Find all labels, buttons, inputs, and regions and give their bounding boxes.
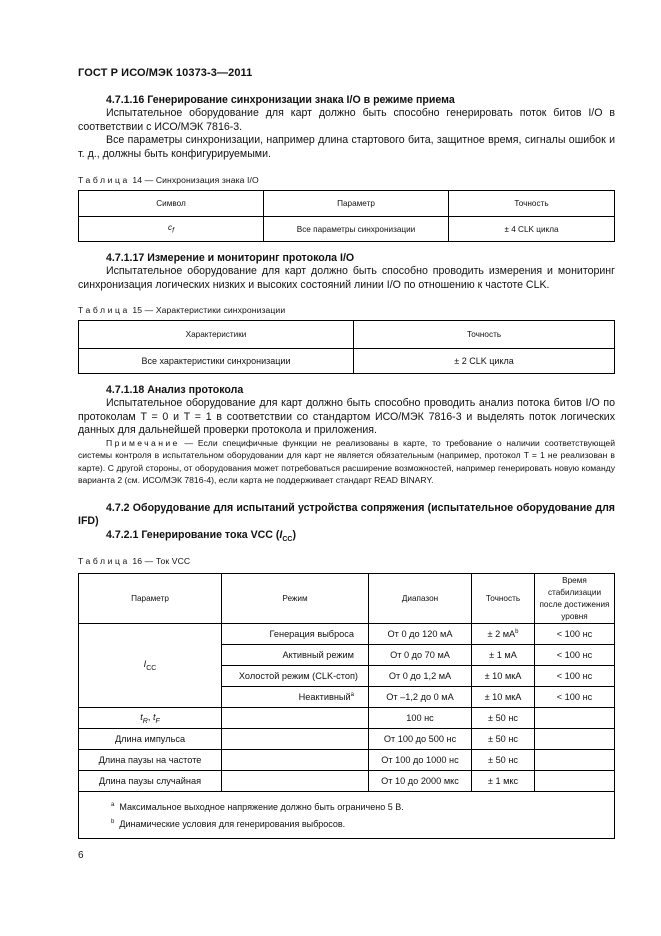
accuracy-cell: ± 10 мкА <box>472 687 535 708</box>
mode-cell: Активный режим <box>222 645 369 666</box>
table-footnotes <box>79 792 615 839</box>
section-heading: 4.7.1.17 Измерение и мониторинг протокола I/O <box>106 252 355 264</box>
time-cell <box>535 750 615 771</box>
document-header: ГОСТ Р ИСО/МЭК 10373-3—2011 <box>78 67 253 79</box>
accuracy-cell: ± 50 нс <box>472 708 535 729</box>
section-4-7-1-18 <box>78 384 615 438</box>
section-heading: 4.7.1.16 Генерирование синхронизации знака I/O в режиме приема <box>106 94 455 106</box>
range-cell: От 0 до 70 мА <box>369 645 472 666</box>
table-header-cell: Параметр <box>264 191 449 217</box>
time-cell: < 100 нс <box>535 645 615 666</box>
table-header-cell: Символ <box>79 191 264 217</box>
paragraph: Испытательное оборудование для карт должно быть способно проводить измерения и мониторинг синхронизация логических низких и высоких состояний линии I/O по отношению к частоте CLK. <box>78 265 615 291</box>
mode-cell: Холостой режим (CLK-стоп) <box>222 666 369 687</box>
table-header-cell: Точность <box>449 191 615 217</box>
accuracy-cell: ± 2 $мА^b$ <box>472 624 535 645</box>
range-cell: От 100 до 500 нс <box>369 729 472 750</box>
time-cell: < 100 нс <box>535 666 615 687</box>
param-cell: Длина импульса <box>79 729 222 750</box>
paragraph: Все параметры синхронизации, например длина стартового бита, защитное время, сигналы ошибок и т. д., должны быть конфигурируемыми. <box>78 134 615 160</box>
time-cell <box>535 729 615 750</box>
section-4-7-2 <box>78 502 615 546</box>
mode-cell: Неактивный$^a$ <box>222 687 369 708</box>
table-header-cell: Точность <box>472 574 535 624</box>
mode-cell <box>222 708 369 729</box>
table-14 <box>78 190 615 242</box>
range-cell: От 0 до 120 мА <box>369 624 472 645</box>
section-4-7-1-16 <box>78 94 615 161</box>
note-text: — Если специфичные функции не реализованы в карте, то требование о наличии соответствующей системы контроля в испытательном оборудовании для карт не является обязательным (например, протокол T = 1 не реализован в карте). С другой стороны, от оборудования может потребоваться расширение возможностей, например генерировать новую команду варианта 2 (см. ИСО/МЭК 7816-4), если карта не поддерживает стандарт READ BINARY. <box>78 438 615 486</box>
mode-cell <box>222 771 369 792</box>
tr-tf-cell: $t_R$, $t_F$ <box>79 708 222 729</box>
symbol-cell: $c_f$ <box>79 217 264 242</box>
subsection-heading: 4.7.2.1 Генерирование тока VCC $(I_{CC})$ <box>106 528 297 543</box>
table-header-cell: Точность <box>354 321 615 349</box>
accuracy-cell: ± 1 мкс <box>472 771 535 792</box>
time-cell <box>535 708 615 729</box>
table-header-cell: Характеристики <box>79 321 354 349</box>
table-cell: Все характеристики синхронизации <box>79 349 354 374</box>
table-16-caption: Таблица 16 — Ток VCC <box>78 556 191 566</box>
accuracy-cell: ± 1 мА <box>472 645 535 666</box>
param-cell: Длина паузы на частоте <box>79 750 222 771</box>
range-cell: От –1,2 до 0 мА <box>369 687 472 708</box>
paragraph: Испытательное оборудование для карт должно быть способно генерировать поток битов I/O в соответствии с ИСО/МЭК 7816-3. <box>78 107 615 133</box>
paragraph: Испытательное оборудование для карт должно быть способно проводить анализ потока битов I/O по протоколам T = 0 и T = 1 в соответствии со стандартом ИСО/МЭК 7816-3 и выделять поток логических данных для дальнейшей проверки протокола и приложения. <box>78 397 615 437</box>
mode-cell <box>222 729 369 750</box>
table-cell: ± 2 CLK цикла <box>354 349 615 374</box>
param-cell: Длина паузы случайная <box>79 771 222 792</box>
time-cell <box>535 771 615 792</box>
note-label: Примечание <box>106 438 180 448</box>
table-15-caption: Таблица 15 — Характеристики синхронизации <box>78 305 286 315</box>
page-number: 6 <box>78 850 84 861</box>
table-header-cell: Время стабилизации после достижения уровня <box>535 574 615 624</box>
section-heading: 4.7.1.18 Анализ протокола <box>106 384 244 396</box>
table-cell: Все параметры синхронизации <box>264 217 449 242</box>
table-header-cell: Параметр <box>79 574 222 624</box>
time-cell: < 100 нс <box>535 624 615 645</box>
section-4-7-1-17 <box>78 252 615 292</box>
accuracy-cell: ± 50 нс <box>472 750 535 771</box>
table-16 <box>78 573 615 839</box>
time-cell: < 100 нс <box>535 687 615 708</box>
range-cell: От 100 до 1000 нс <box>369 750 472 771</box>
table-header-cell: Режим <box>222 574 369 624</box>
range-cell: От 10 до 2000 мкс <box>369 771 472 792</box>
range-cell: От 0 до 1,2 мА <box>369 666 472 687</box>
accuracy-cell: ± 50 нс <box>472 729 535 750</box>
table-15 <box>78 320 615 374</box>
table-header-cell: Диапазон <box>369 574 472 624</box>
mode-cell: Генерация выброса <box>222 624 369 645</box>
range-cell: 100 нс <box>369 708 472 729</box>
note <box>78 437 615 487</box>
section-heading: 4.7.2 Оборудование для испытаний устройства сопряжения (испытательное оборудование для IFD) <box>78 502 615 528</box>
icc-symbol-cell: $I_{CC}$ <box>79 624 222 708</box>
accuracy-cell: ± 10 мкА <box>472 666 535 687</box>
footnote: $^a$ Максимальное выходное напряжение должно быть ограничено 5 В. <box>111 802 404 812</box>
table-cell: ± 4 CLK цикла <box>449 217 615 242</box>
footnote: $^b$ Динамические условия для генерирования выбросов. <box>111 819 346 829</box>
mode-cell <box>222 750 369 771</box>
table-14-caption: Таблица 14 — Синхронизация знака I/O <box>78 175 259 185</box>
